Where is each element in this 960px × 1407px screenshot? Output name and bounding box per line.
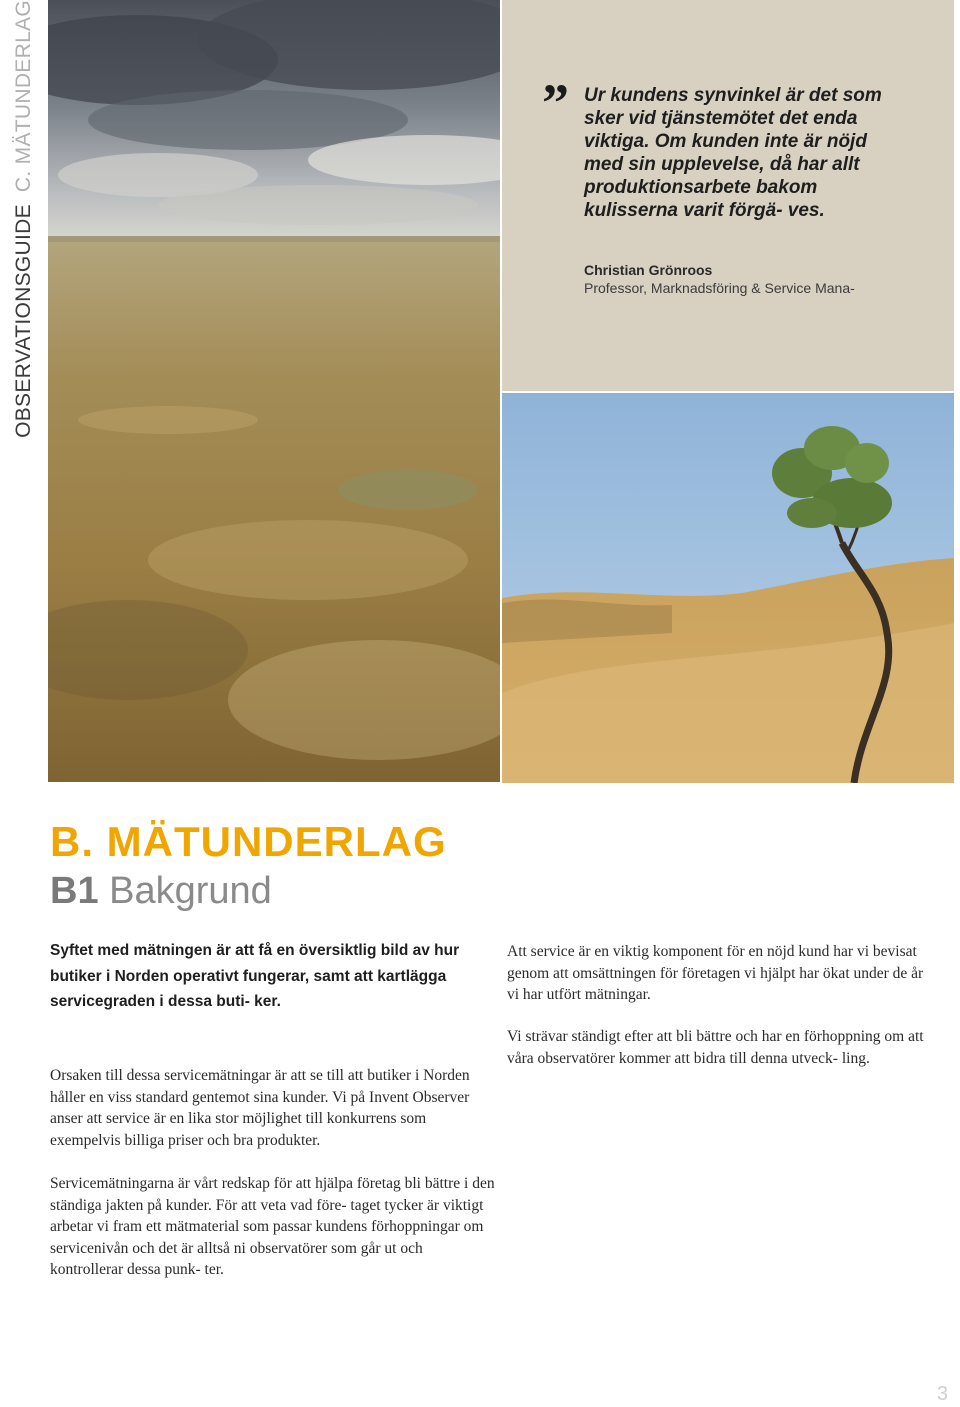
section-title: B. MÄTUNDERLAG <box>50 818 447 865</box>
subsection-label: Bakgrund <box>109 870 272 912</box>
body-paragraph-1: Orsaken till dessa servicemätningar är att se till att butiker i Norden håller en viss standard gentemot sina kunder. Vi på Invent Observer anser att service är en lika stor möjlighet till konkurrens som exempelvis billiga priser och bra produkter. <box>50 1067 470 1149</box>
body-paragraph-3: Att service är en viktig komponent för en nöjd kund har vi bevisat genom att omsättningen för företagen vi hjälpt har ökat under de år vi har utfört mätningar. <box>507 943 924 1003</box>
body-paragraph-4: Vi strävar ständigt efter att bli bättre och har en förhoppning om att våra observatörer kommer att bidra till denna utveck- ling. <box>507 1028 924 1067</box>
subsection-title <box>50 870 272 913</box>
lead-paragraph: Syftet med mätningen är att få en översiktlig bild av hur butiker i Norden operativt fungerar, samt att kartlägga servicegraden i dessa buti- ker. <box>50 942 460 1010</box>
body-paragraph-2: Servicemätningarna är vårt redskap för att hjälpa företag bli bättre i den ständiga jakten på kunder. För att veta vad före- taget tycker är viktigt arbetar vi fram ett mätmaterial som passar kundens förhoppningar om servicenivån och det är alltså ni observatörer som går ut och kontrollerar dessa punk- ter. <box>50 1175 495 1278</box>
subsection-number: B1 <box>50 870 99 912</box>
quote-panel <box>502 0 954 391</box>
quote-author: Christian Grönroos <box>584 262 713 278</box>
section-label: C. MÄTUNDERLAG <box>12 0 35 193</box>
quote-text: Ur kundens synvinkel är det som sker vid tjänstemötet det enda viktiga. Om kunden inte är nöjd med sin upplevelse, då har allt produktionsarbete bakom kulisserna varit förgä- ves. <box>584 85 882 221</box>
quote-mark-icon: ” <box>542 73 569 133</box>
running-header <box>4 0 44 450</box>
grassland-photo <box>48 0 500 782</box>
guide-label: OBSERVATIONSGUIDE <box>12 204 35 438</box>
desert-tree-photo <box>502 393 954 783</box>
quote-author-role: Professor, Marknadsföring & Service Mana- <box>584 280 855 296</box>
page-number: 3 <box>936 1383 948 1405</box>
